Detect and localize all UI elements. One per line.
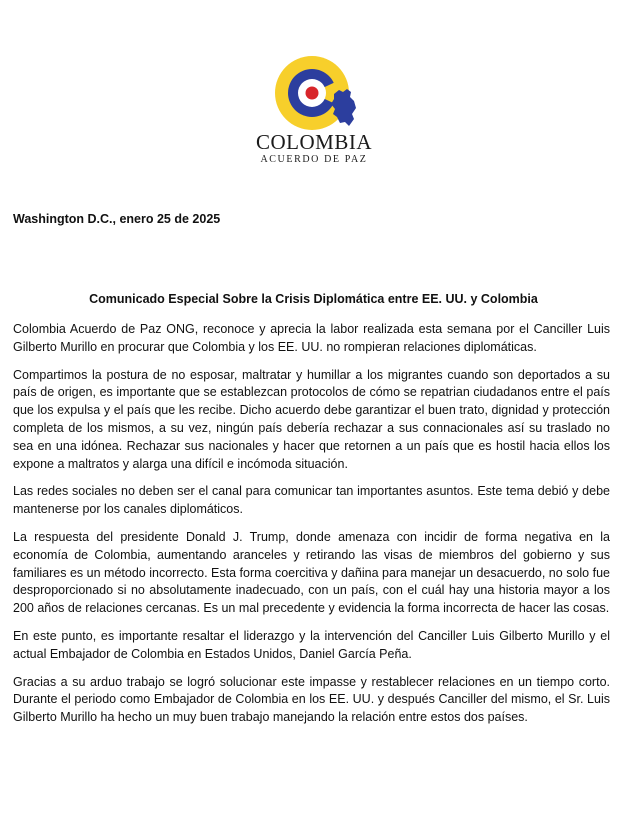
paragraph: En este punto, es importante resaltar el liderazgo y la intervención del Canciller Luis Gilberto Murillo y el actual Embajador de Colombia en Estados Unidos, Daniel García Peña. [13,628,610,661]
organization-logo [244,56,384,172]
document-title: Comunicado Especial Sobre la Crisis Diplomática entre EE. UU. y Colombia [89,292,538,306]
document-body [13,321,610,737]
logo-subtitle: ACUERDO DE PAZ [260,154,368,165]
document-date: Washington D.C., enero 25 de 2025 [13,212,221,226]
paragraph: Gracias a su arduo trabajo se logró solucionar este impasse y restablecer relaciones en un tiempo corto. Durante el periodo como Embajador de Colombia en los EE. UU. y después Canciller del mismo, el Sr. Luis Gilberto Murillo ha hecho un muy buen trabajo manejando la relación entre estos dos países. [13,674,610,725]
paragraph: La respuesta del presidente Donald J. Trump, donde amenaza con incidir de forma negativa en la economía de Colombia, aumentando aranceles y retirando las visas de miembros del gobierno y sus familiares es un método incorrecto. Esta forma coercitiva y dañina para manejar un desacuerdo, no solo fue desproporcionado si no absolutamente inadecuado, con un país, con el cuál hay una historia mayor a los 200 años de relaciones cercanas. Es un mal precedente y evidencia la forma incorrecta de hacer las cosas. [13,529,610,616]
paragraph: Las redes sociales no deben ser el canal para comunicar tan importantes asuntos. Este tema debió y debe mantenerse por los canales diplomáticos. [13,484,610,517]
paragraph: Colombia Acuerdo de Paz ONG, reconoce y aprecia la labor realizada esta semana por el Canciller Luis Gilberto Murillo en procurar que Colombia y los EE. UU. no rompieran relaciones diplomáticas. [13,322,610,354]
logo-red-dot [306,87,319,100]
paragraph: Compartimos la postura de no esposar, maltratar y humillar a los migrantes cuando son deportados a su país de origen, es importante que se establezcan protocolos de cómo se repatrian ciudadanos entre el país que los expulsa y el país que les recibe. Dicho acuerdo debe garantizar el buen trato, dignidad y protección completa de los mismos, a su vez, ningún país debería rechazar a sus connacionales así su traslado no sea en una idónea. Rechazar sus nacionales y hacer que retornen a un país que es hostil hacia ellos los expone a maltratos y alarga una difícil e incómoda situación. [13,367,610,471]
logo-emblem [244,56,384,132]
logo-title: COLOMBIA [255,130,372,154]
